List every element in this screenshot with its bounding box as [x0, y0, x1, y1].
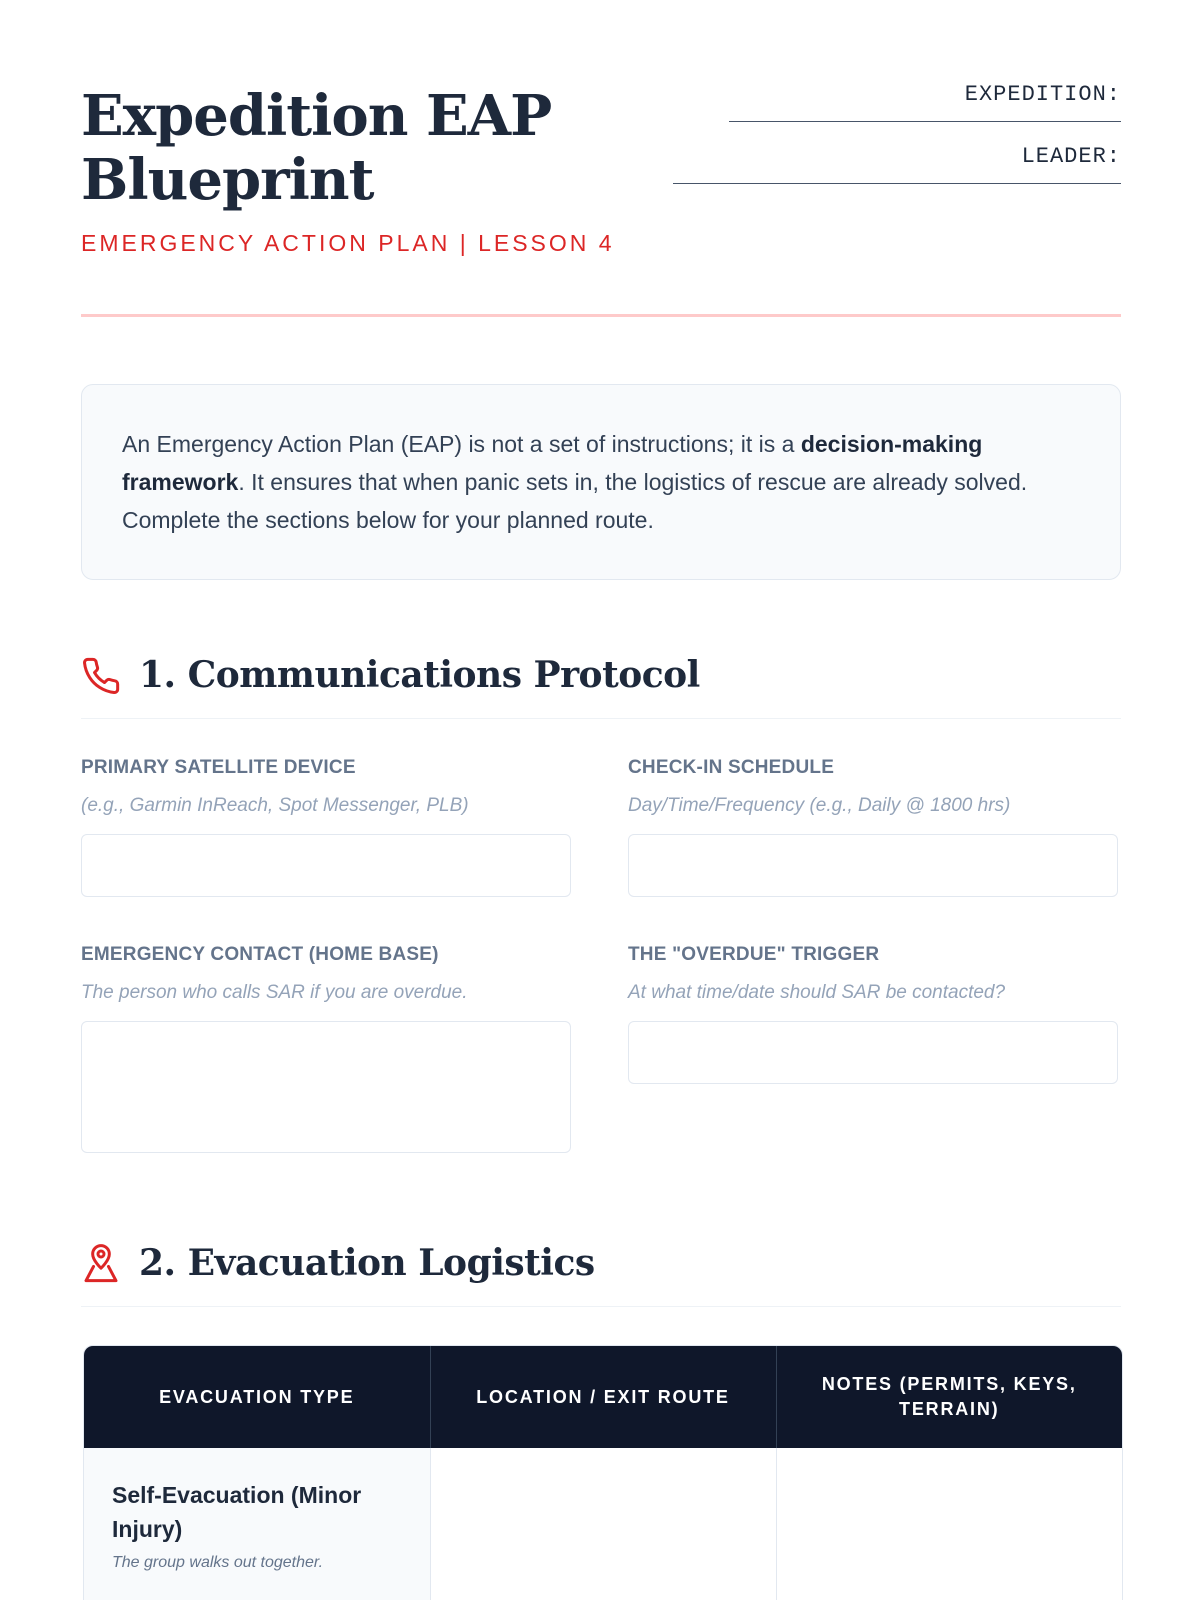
column-header: EVACUATION TYPE	[84, 1346, 430, 1448]
section-heading: 2. Evacuation Logistics	[139, 1242, 595, 1284]
intro-box	[81, 384, 1121, 580]
satellite-device-input[interactable]	[81, 834, 571, 897]
field-satellite-device	[81, 756, 573, 897]
table-row	[84, 1448, 1122, 1600]
leader-line[interactable]	[673, 183, 1121, 184]
field-label: EMERGENCY CONTACT (HOME BASE)	[81, 944, 439, 965]
row-title: Self-Evacuation (Minor Injury)	[112, 1482, 362, 1542]
field-check-in-schedule	[628, 756, 1120, 897]
table-header-row	[84, 1346, 1122, 1448]
emergency-contact-input[interactable]	[81, 1021, 571, 1153]
column-header: NOTES (PERMITS, KEYS, TERRAIN)	[776, 1346, 1122, 1448]
evacuation-type-cell	[84, 1448, 430, 1600]
field-hint: The person who calls SAR if you are overdue.	[81, 982, 468, 1003]
expedition-line[interactable]	[729, 121, 1121, 122]
header-divider	[81, 314, 1121, 317]
field-hint: Day/Time/Frequency (e.g., Daily @ 1800 hrs)	[628, 795, 1011, 816]
intro-text-end: . It ensures that when panic sets in, the logistics of rescue are already solved. Complete the sections below for your planned route.	[122, 469, 1028, 533]
field-emergency-contact	[81, 943, 573, 1153]
phone-icon	[81, 656, 121, 696]
row-description: The group walks out together.	[112, 1554, 324, 1571]
leader-label: LEADER:	[1021, 144, 1121, 169]
page-subtitle: EMERGENCY ACTION PLAN | LESSON 4	[81, 230, 615, 256]
field-label: CHECK-IN SCHEDULE	[628, 757, 835, 778]
intro-text-start: An Emergency Action Plan (EAP) is not a set of instructions; it is a	[122, 431, 801, 457]
notes-cell[interactable]	[776, 1448, 1122, 1600]
field-label: THE "OVERDUE" TRIGGER	[628, 944, 880, 965]
section-communications	[81, 648, 1121, 719]
column-header: LOCATION / EXIT ROUTE	[430, 1346, 776, 1448]
intro-text-bold: decision-making framework	[122, 431, 983, 495]
map-pin-icon	[81, 1244, 121, 1284]
field-overdue-trigger	[628, 943, 1120, 1084]
section-heading: 1. Communications Protocol	[139, 654, 700, 696]
expedition-label: EXPEDITION:	[964, 82, 1121, 107]
page	[81, 0, 1121, 1571]
field-hint: At what time/date should SAR be contacted?	[628, 982, 1006, 1003]
meta-fields	[673, 82, 1121, 206]
field-label: PRIMARY SATELLITE DEVICE	[81, 757, 356, 778]
location-cell[interactable]	[430, 1448, 776, 1600]
check-in-schedule-input[interactable]	[628, 834, 1118, 897]
evacuation-table	[83, 1345, 1123, 1600]
header	[81, 0, 1121, 316]
overdue-trigger-input[interactable]	[628, 1021, 1118, 1084]
section-evacuation	[81, 1236, 1121, 1307]
field-hint: (e.g., Garmin InReach, Spot Messenger, PLB)	[81, 795, 469, 816]
page-title: Expedition EAP Blueprint	[81, 83, 552, 213]
